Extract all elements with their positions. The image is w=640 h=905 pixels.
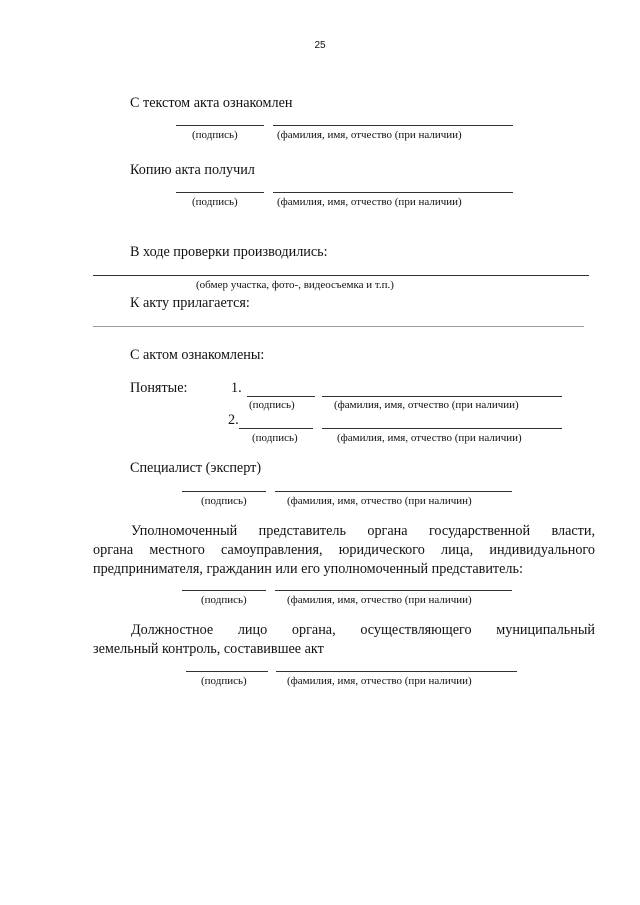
attachment-heading: К акту прилагается: bbox=[130, 295, 250, 311]
representative-line-3: предпринимателя, гражданин или его уполномоченный представитель: bbox=[93, 561, 523, 577]
acquainted-plural-heading: С актом ознакомлены: bbox=[130, 347, 265, 363]
representative-line-1: Уполномоченный представитель органа государственной власти, bbox=[131, 523, 595, 539]
witness-1-signature-line[interactable] bbox=[247, 396, 315, 397]
name-caption: (фамилия, имя, отчество (при наличии) bbox=[337, 432, 522, 444]
signature-line[interactable] bbox=[182, 491, 266, 492]
witnesses-label: Понятые: bbox=[130, 380, 188, 396]
inspection-caption: (обмер участка, фото-, видеосъемка и т.п.) bbox=[196, 279, 394, 291]
signature-line[interactable] bbox=[176, 125, 264, 126]
official-line-2: земельный контроль, составившее акт bbox=[93, 641, 324, 657]
representative-line-2: органа местного самоуправления, юридического лица, индивидуального bbox=[93, 542, 595, 558]
inspection-heading: В ходе проверки производились: bbox=[130, 244, 328, 260]
representative-paragraph bbox=[93, 522, 595, 579]
witness-2-signature-line[interactable] bbox=[239, 428, 313, 429]
signature-caption: (подпись) bbox=[249, 399, 295, 411]
signature-caption: (подпись) bbox=[252, 432, 298, 444]
name-caption: (фамилия, имя, отчество (при наличии) bbox=[277, 196, 462, 208]
witness-1-name-line[interactable] bbox=[322, 396, 562, 397]
name-caption: (фамилия, имя, отчество (при наличии) bbox=[277, 129, 462, 141]
official-line-1: Должностное лицо органа, осуществляющего муниципальный bbox=[131, 622, 595, 638]
acquainted-heading: С текстом акта ознакомлен bbox=[130, 95, 293, 111]
page-number: 25 bbox=[314, 40, 326, 51]
signature-caption: (подпись) bbox=[201, 675, 247, 687]
official-paragraph bbox=[93, 621, 595, 659]
name-line[interactable] bbox=[275, 491, 512, 492]
signature-caption: (подпись) bbox=[201, 594, 247, 606]
signature-caption: (подпись) bbox=[201, 495, 247, 507]
copy-received-heading: Копию акта получил bbox=[130, 162, 255, 178]
name-caption: (фамилия, имя, отчество (при наличии) bbox=[287, 594, 472, 606]
signature-line[interactable] bbox=[186, 671, 268, 672]
name-line[interactable] bbox=[273, 192, 513, 193]
witness-number-1: 1. bbox=[231, 380, 242, 396]
signature-caption: (подпись) bbox=[192, 129, 238, 141]
name-caption: (фамилия, имя, отчество (при наличии) bbox=[334, 399, 519, 411]
inspection-line[interactable] bbox=[93, 275, 589, 276]
name-caption: (фамилия, имя, отчество (при наличин) bbox=[287, 495, 472, 507]
name-line[interactable] bbox=[276, 671, 517, 672]
witness-number-2: 2. bbox=[228, 412, 239, 428]
attachment-line[interactable] bbox=[93, 326, 584, 327]
name-caption: (фамилия, имя, отчество (при наличии) bbox=[287, 675, 472, 687]
signature-caption: (подпись) bbox=[192, 196, 238, 208]
specialist-heading: Специалист (эксперт) bbox=[130, 460, 262, 476]
signature-line[interactable] bbox=[176, 192, 264, 193]
name-line[interactable] bbox=[275, 590, 512, 591]
name-line[interactable] bbox=[273, 125, 513, 126]
signature-line[interactable] bbox=[182, 590, 266, 591]
witness-2-name-line[interactable] bbox=[322, 428, 562, 429]
